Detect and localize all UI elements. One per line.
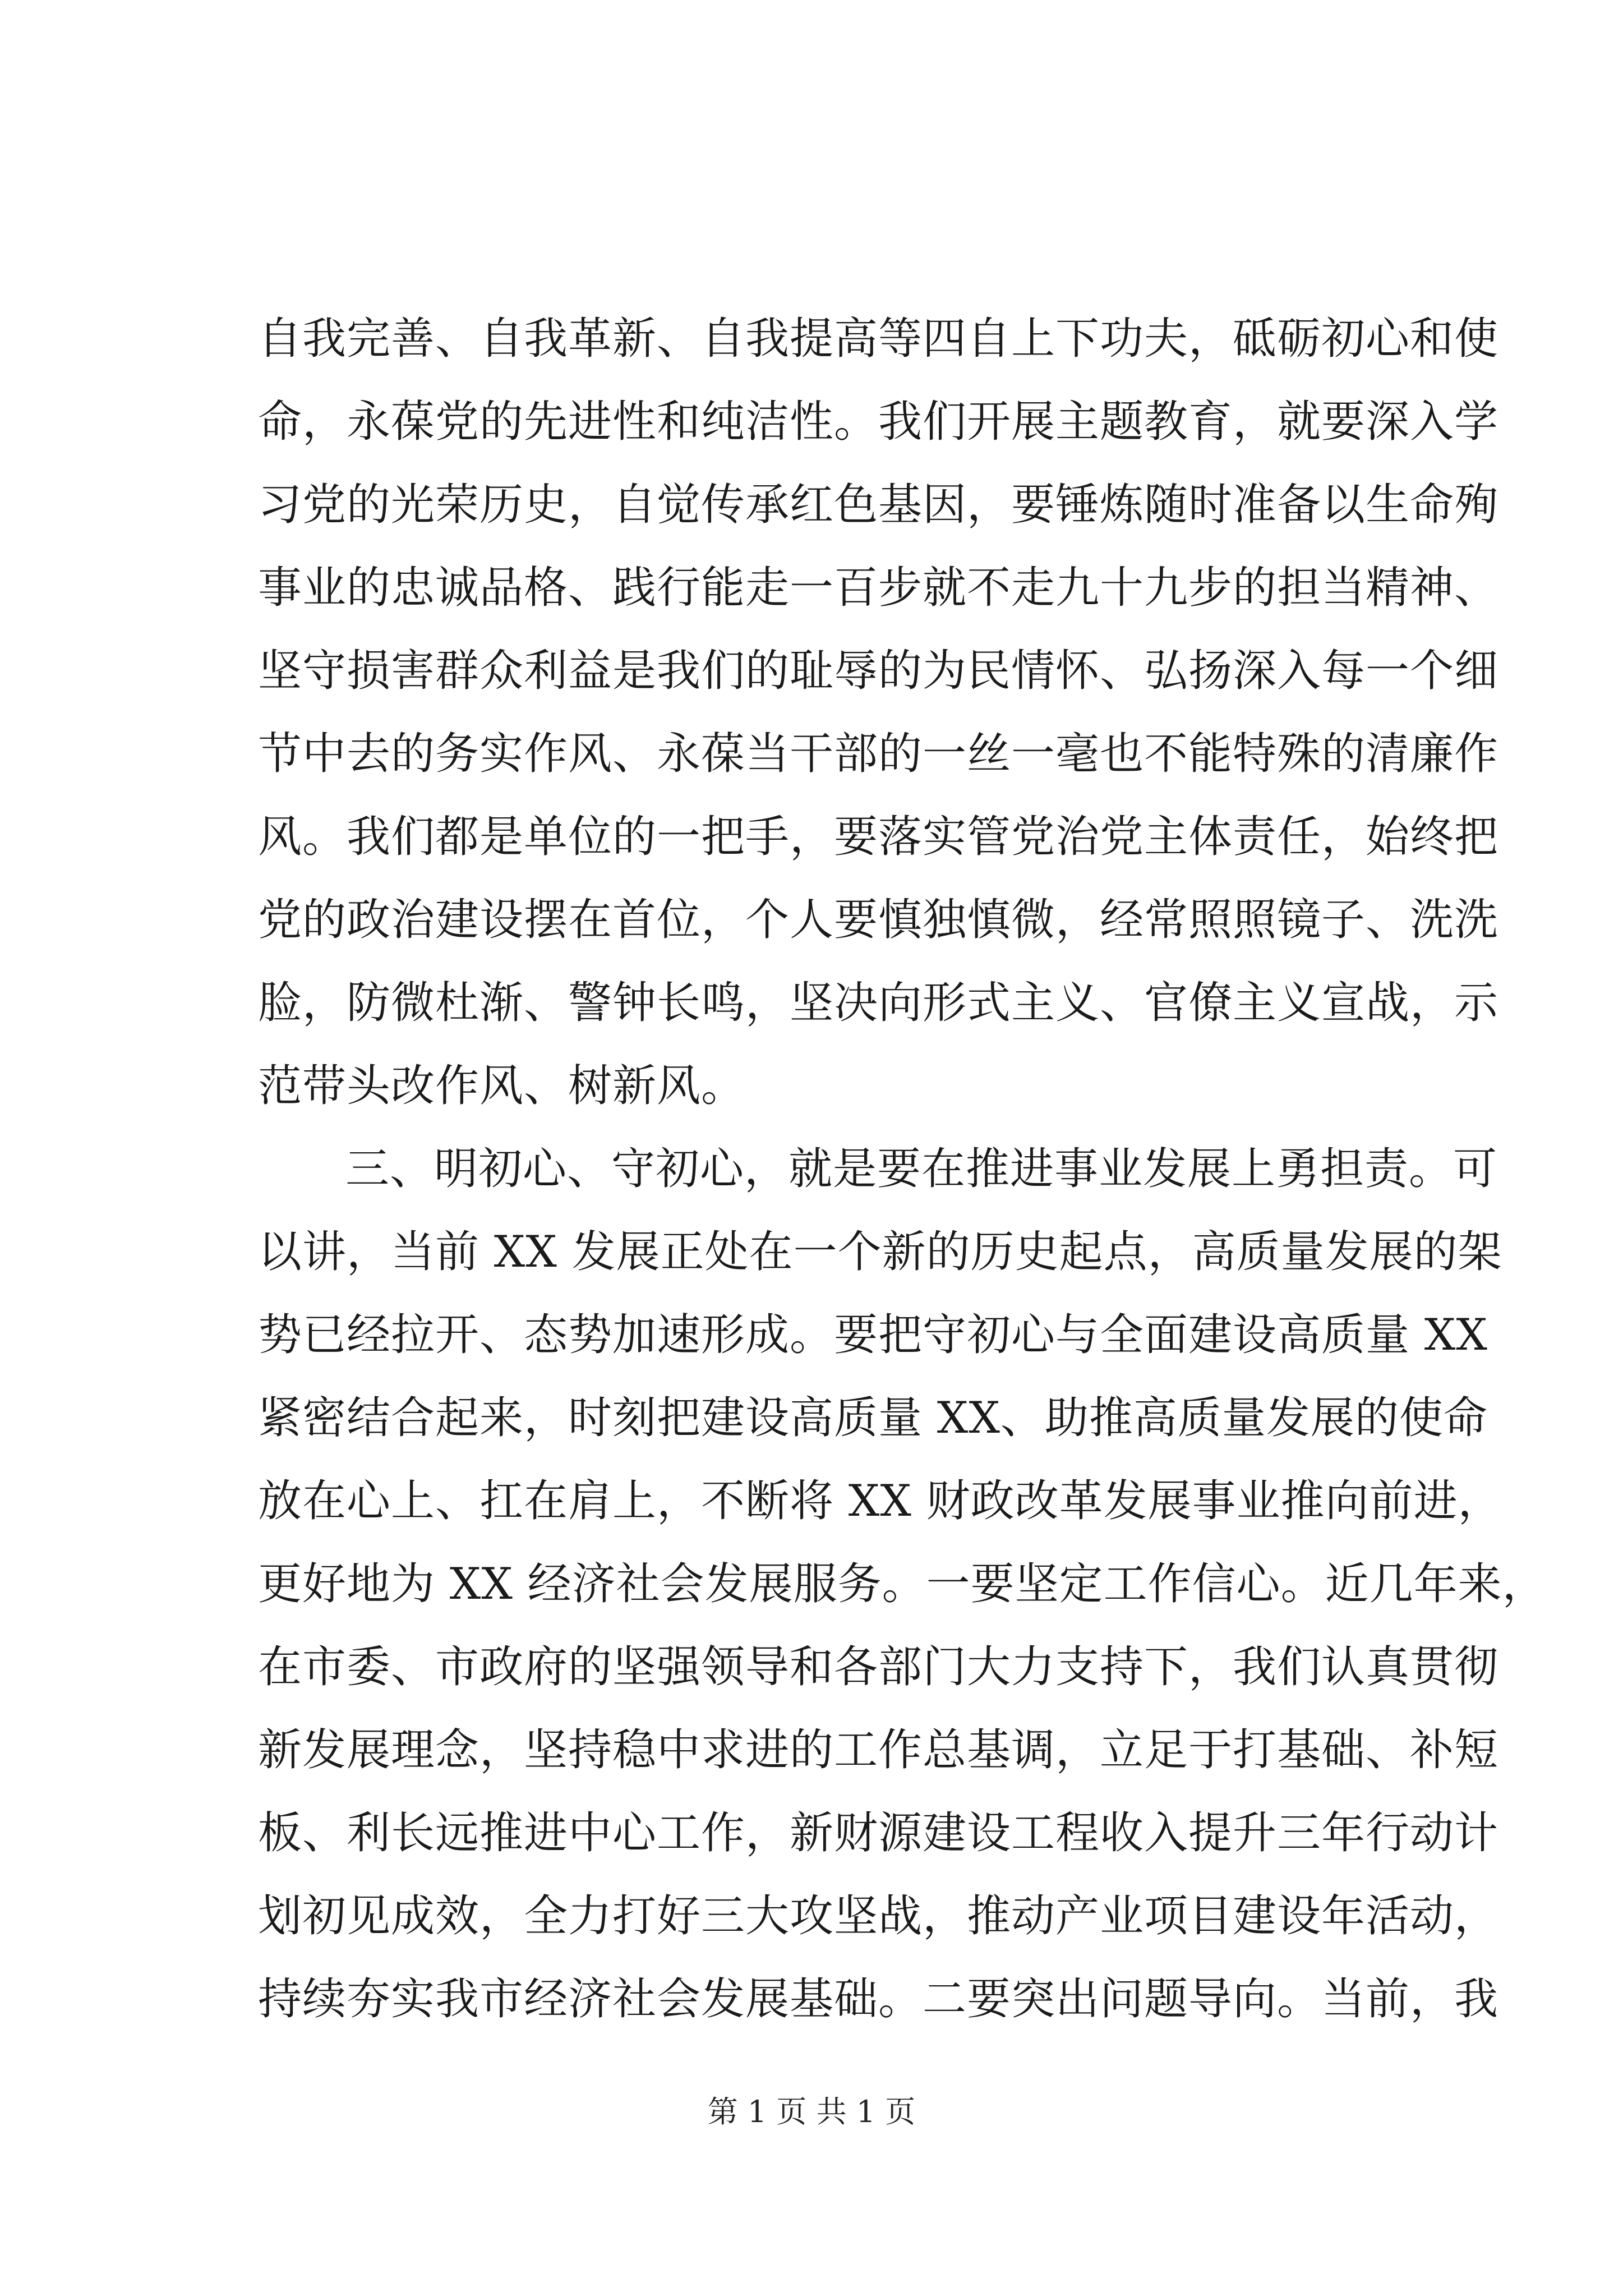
page-number: 第 1 页 共 1 页 (707, 2094, 916, 2129)
text-line: 坚守损害群众利益是我们的耻辱的为民情怀、弘扬深入每一个细 (258, 646, 1499, 696)
text-line: 紧密结合起来，时刻把建设高质量 XX、助推高质量发展的使命 (258, 1393, 1488, 1443)
text-line: 放在心上、扛在肩上，不断将 XX 财政改革发展事业推向前进， (258, 1476, 1502, 1526)
text-line: 在市委、市政府的坚强领导和各部门大力支持下，我们认真贯彻 (258, 1642, 1499, 1692)
text-line: 脸，防微杜渐、警钟长鸣，坚决向形式主义、官僚主义宣战，示 (258, 978, 1499, 1028)
text-line: 划初见成效，全力打好三大攻坚战，推动产业项目建设年活动， (258, 1891, 1499, 1941)
text-line: 范带头改作风、树新风。 (258, 1061, 746, 1111)
text-line: 节中去的务实作风、永葆当干部的一丝一毫也不能特殊的清廉作 (258, 729, 1499, 779)
text-line: 党的政治建设摆在首位，个人要慎独慎微，经常照照镜子、洗洗 (258, 895, 1499, 945)
text-line: 更好地为 XX 经济社会发展服务。一要坚定工作信心。近几年来， (258, 1559, 1547, 1609)
text-line: 自我完善、自我革新、自我提高等四自上下功夫，砥砺初心和使 (258, 314, 1499, 364)
text-line: 风。我们都是单位的一把手，要落实管党治党主体责任，始终把 (258, 812, 1499, 862)
text-line: 势已经拉开、态势加速形成。要把守初心与全面建设高质量 XX (258, 1310, 1488, 1360)
text-line: 以讲，当前 XX 发展正处在一个新的历史起点，高质量发展的架 (258, 1227, 1502, 1277)
text-line: 持续夯实我市经济社会发展基础。二要突出问题导向。当前，我 (258, 1974, 1499, 2024)
text-line: 新发展理念，坚持稳中求进的工作总基调，立足于打基础、补短 (258, 1725, 1499, 1775)
text-line: 习党的光荣历史，自觉传承红色基因，要锤炼随时准备以生命殉 (258, 480, 1499, 530)
text-line: 板、利长远推进中心工作，新财源建设工程收入提升三年行动计 (258, 1808, 1499, 1858)
text-line: 事业的忠诚品格、践行能走一百步就不走九十九步的担当精神、 (258, 563, 1499, 613)
paragraph-start-line: 三、明初心、守初心，就是要在推进事业发展上勇担责。可 (345, 1144, 1498, 1194)
page-footer (0, 2092, 1623, 2132)
body-text (258, 297, 1547, 2041)
text-line: 命，永葆党的先进性和纯洁性。我们开展主题教育，就要深入学 (258, 397, 1499, 447)
